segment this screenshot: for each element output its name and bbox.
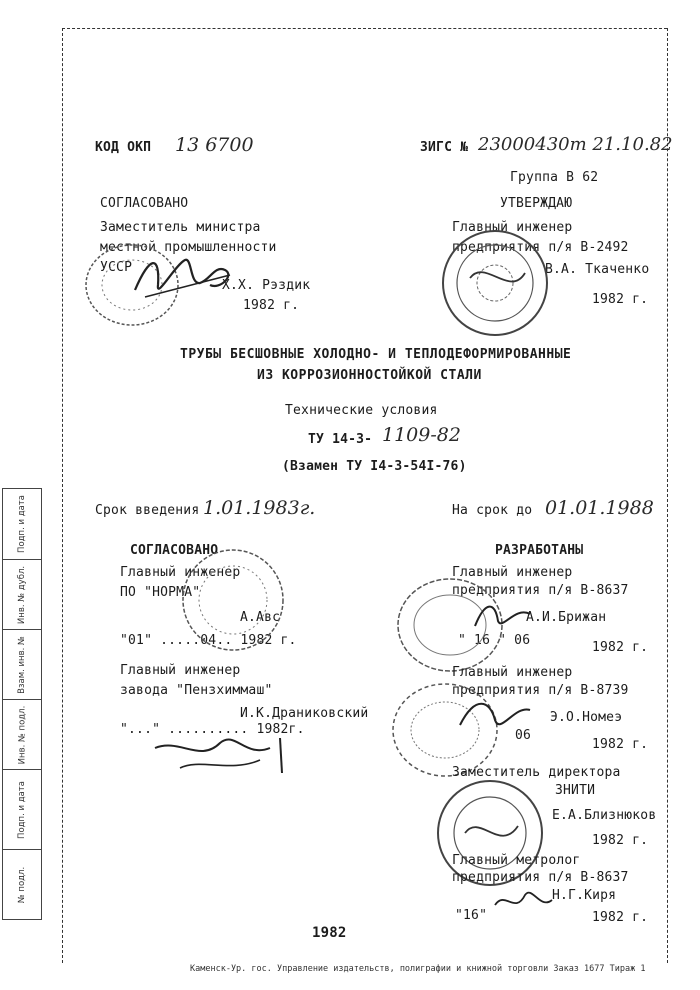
developed-date: "16"	[455, 908, 488, 923]
okp-label: КОД ОКП	[95, 140, 152, 155]
sidebar-cell: Подп. и дата	[3, 769, 41, 850]
developed-position: Главный метролог	[452, 853, 581, 868]
agreed-org: ПО "НОРМА"	[120, 585, 201, 600]
developed-org: предприятия п/я В-8739	[452, 683, 629, 698]
right-approval-year: 1982 г.	[592, 292, 649, 307]
document-title-line1: ТРУБЫ БЕСШОВНЫЕ ХОЛОДНО- И ТЕПЛОДЕФОРМИРОВАННЫЕ	[180, 347, 572, 362]
tu-prefix: ТУ 14-3-	[308, 432, 373, 447]
developed-date: 06	[515, 728, 532, 743]
printer-footer: Каменск-Ур. гос. Управление издательств, полиграфии и книжной торговли Заказ 1677 Тираж 1	[190, 964, 646, 974]
document-subtitle: Технические условия	[285, 403, 438, 418]
agreed-name: А.Авс	[240, 610, 281, 625]
document-title-line2: ИЗ КОРРОЗИОННОСТОЙКОЙ СТАЛИ	[257, 368, 482, 383]
frame-top-line	[62, 28, 667, 29]
agreed-position: Главный инженер	[120, 663, 241, 678]
signature-developed-2	[455, 690, 535, 740]
developed-org: ЗНИТИ	[555, 783, 596, 798]
frame-right-line	[667, 28, 668, 963]
developed-year: 1982 г.	[592, 910, 649, 925]
sidebar-cell: № подл.	[3, 849, 41, 920]
developed-name: Э.О.Номеэ	[550, 710, 623, 725]
group-label: Группа В 62	[510, 170, 599, 185]
developed-position: Главный инженер	[452, 665, 573, 680]
developed-position: Заместитель директора	[452, 765, 621, 780]
signature-agreed-2	[150, 718, 290, 778]
right-approval-position: Главный инженер	[452, 220, 573, 235]
left-approval-title: СОГЛАСОВАНО	[100, 196, 189, 211]
developed-name: А.И.Брижан	[526, 610, 607, 625]
registration-value: 23000430т 21.10.82	[478, 134, 673, 155]
document-year: 1982	[312, 925, 347, 941]
left-approval-year: 1982 г.	[243, 298, 300, 313]
seal-stamp-right	[440, 228, 550, 338]
start-date-label: Срок введения	[95, 503, 200, 518]
frame-left-line	[62, 28, 63, 963]
developed-year: 1982 г.	[592, 640, 649, 655]
replaces-note: (Взамен ТУ I4-3-54I-76)	[282, 459, 467, 474]
sidebar-cell: Подп. и дата	[17, 495, 27, 553]
start-date-value: 1.01.1983г.	[203, 497, 316, 519]
signature-developed-1	[470, 596, 540, 636]
developed-position: Главный инженер	[452, 565, 573, 580]
left-approval-ministry: местной промышленности	[100, 240, 277, 255]
developed-title: РАЗРАБОТАНЫ	[495, 543, 584, 558]
sidebar-cell: Инв. № дубл.	[3, 559, 41, 630]
agreed-date: "..." .......... 1982г.	[120, 722, 305, 737]
developed-year: 1982 г.	[592, 833, 649, 848]
developed-year: 1982 г.	[592, 737, 649, 752]
sidebar-table	[2, 488, 42, 920]
agreed-position: Главный инженер	[120, 565, 241, 580]
agreed-name: И.К.Драниковский	[240, 706, 369, 721]
developed-name: Н.Г.Киря	[552, 888, 617, 903]
seal-stamp-agreed	[178, 548, 288, 653]
end-date-value: 01.01.1988	[545, 497, 654, 519]
signature-left-approval	[130, 245, 240, 305]
agreed-title: СОГЛАСОВАНО	[130, 543, 219, 558]
left-approval-country: УССР	[100, 260, 133, 275]
developed-org: предприятия п/я В-8637	[452, 870, 629, 885]
agreed-date: "01" .....04.. 1982 г.	[120, 633, 297, 648]
developed-org: предприятия п/я В-8637	[452, 583, 629, 598]
right-approval-org: предприятия п/я В-2492	[452, 240, 629, 255]
developed-name: Е.А.Близнюков	[552, 808, 657, 823]
right-approval-title: УТВЕРЖДАЮ	[500, 196, 573, 211]
signature-developed-4	[490, 880, 560, 920]
developed-date: " 16 " 06	[458, 633, 531, 648]
left-approval-position: Заместитель министра	[100, 220, 261, 235]
agreed-org: завода "Пензхиммаш"	[120, 683, 273, 698]
left-approval-name: Х.Х. Рэздик	[222, 278, 311, 293]
tu-number: 1109-82	[382, 424, 461, 446]
right-approval-name: В.А. Ткаченко	[545, 262, 650, 277]
sidebar-cell: Взам. инв. №	[3, 629, 41, 700]
sidebar-cell: Инв. № подл.	[3, 699, 41, 770]
registration-label: ЗИГС №	[420, 140, 469, 155]
end-date-label: На срок до	[452, 503, 533, 518]
okp-code: 13 6700	[175, 134, 254, 156]
